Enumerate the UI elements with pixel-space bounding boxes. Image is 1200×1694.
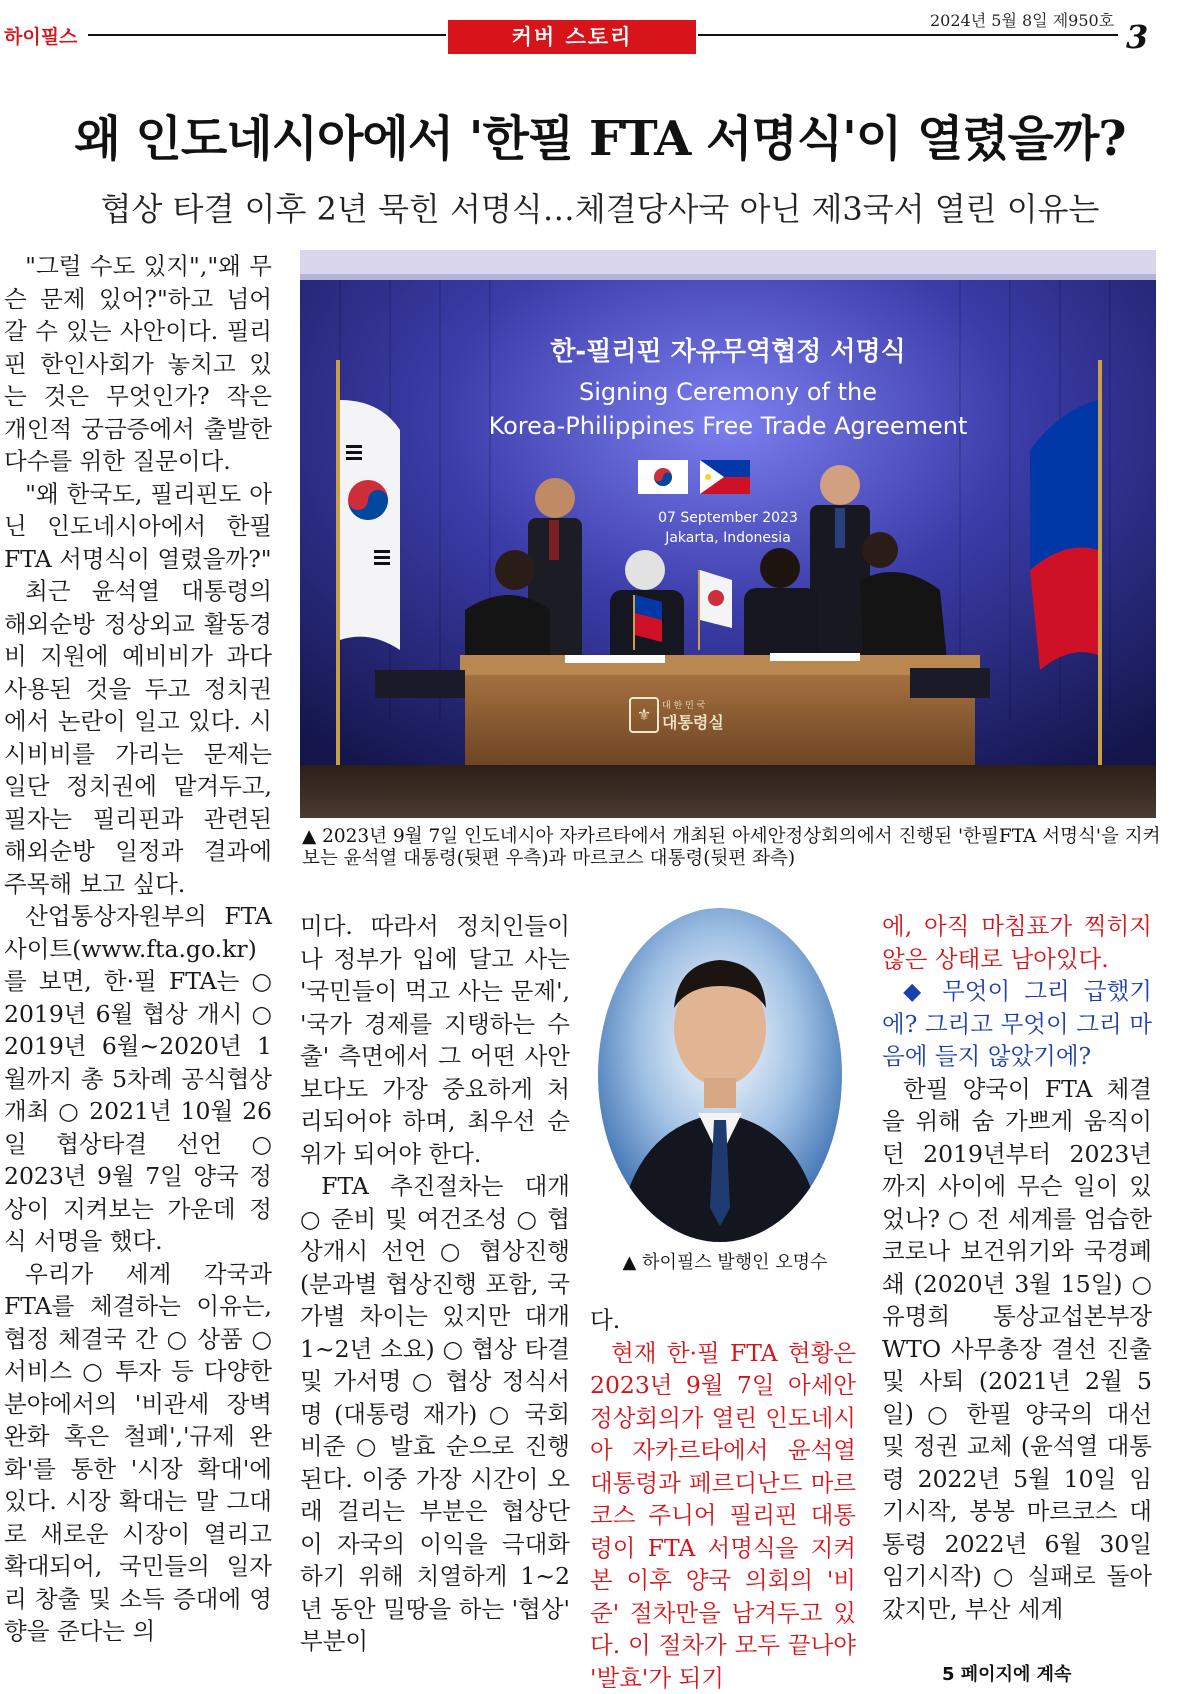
svg-text:대 한 민 국: 대 한 민 국 bbox=[662, 701, 706, 711]
article-column-3 bbox=[590, 1304, 856, 1694]
subheading-paragraph: ◆ 무엇이 그리 급했기에? 그리고 무엇이 그리 마음에 들지 않았기에? bbox=[882, 977, 1152, 1070]
paragraph: 한필 양국이 FTA 체결을 위해 숨 가쁘게 움직이던 2019년부터 2023년까지 사이에 무슨 일이 있었나? ○ 전 세계를 엄습한 코로나 보건위기와 국경폐쇄 (2020년 3월 15일) ○ 유명희 통상교섭본부장 WTO 사무총장 결선 진출 및 사퇴 (2021년 2월 5일) ○ 한필 양국의 대선 및 정권 교체 (윤석열 대통령 2022년 5월 10일 임기시작, 봉봉 마르코스 대통령 2022년 6월 30일 임기시작) ○ 실패로 돌아갔지만, 부산 세계 bbox=[882, 1074, 1152, 1623]
headline: 왜 인도네시아에서 '한필 FTA 서명식'이 열렸을까? bbox=[74, 111, 1126, 167]
article-column-4 bbox=[882, 910, 1152, 1625]
article-column-1 bbox=[4, 250, 272, 1648]
section-tab: 커버 스토리 bbox=[448, 20, 696, 54]
banner-date: 07 September 2023 bbox=[658, 510, 798, 526]
banner-english-line1: Signing Ceremony of the bbox=[579, 378, 877, 406]
philippine-flag-large-icon bbox=[1030, 400, 1098, 670]
header-rule-left bbox=[88, 34, 446, 36]
korean-flag-large-icon bbox=[340, 400, 400, 650]
paragraph: 미다. 따라서 정치인들이나 정부가 입에 달고 사는 '국민들이 먹고 사는 문제', '국가 경제를 지탱하는 수출' 측면에서 그 어떤 사안보다도 가장 중요하게 처리되어야 하며, 최우선 순위가 되어야 한다. bbox=[300, 912, 570, 1168]
highlight-paragraph: 현재 한·필 FTA 현황은 2023년 9월 7일 아세안 정상회의가 열린 인도네시아 자카르타에서 윤석열 대통령과 페르디난드 마르코스 주니어 필리핀 대통령이 FTA 서명식을 지켜 본 이후 양국 의회의 '비준' 절차만을 남겨두고 있다. 이 절차가 모두 끝나야 '발효'가 되기 bbox=[590, 1338, 856, 1692]
subheadline: 협상 타결 이후 2년 묵힌 서명식…체결당사국 아닌 제3국서 열린 이유는 bbox=[100, 190, 1100, 228]
svg-text:대통령실: 대통령실 bbox=[662, 713, 724, 732]
signing-ceremony-photo bbox=[300, 250, 1156, 818]
highlight-paragraph: 에, 아직 마침표가 찍히지 않은 상태로 남아있다. bbox=[882, 912, 1152, 973]
paragraph: "왜 한국도, 필리핀도 아닌 인도네시아에서 한필 FTA 서명식이 열렸을까?" bbox=[4, 479, 272, 573]
banner-english-line2: Korea-Philippines Free Trade Agreement bbox=[488, 412, 968, 440]
banner-korean-title: 한-필리핀 자유무역협정 서명식 bbox=[550, 337, 906, 367]
publisher-portrait bbox=[598, 908, 842, 1242]
article-column-2 bbox=[300, 910, 570, 1658]
banner-place: Jakarta, Indonesia bbox=[665, 530, 791, 546]
paragraph: 최근 윤석열 대통령의 해외순방 정상외교 활동경비 지원에 예비비가 과다 사용된 것을 두고 정치권에서 논란이 일고 있다. 시시비비를 가리는 문제는 일단 정치권에 맡겨두고, 필자는 필리핀과 관련된 해외순방 일정과 결과에 주목해 보고 싶다. bbox=[4, 577, 272, 898]
paragraph: "그럴 수도 있지","왜 무슨 문제 있어?"하고 넘어갈 수 있는 사안이다. 필리핀 한인사회가 놓치고 있는 것은 무엇인가? 작은 개인적 궁금증에서 출발한 다수를 위한 질문이다. bbox=[4, 252, 272, 475]
portrait-caption: ▲ 하이필스 발행인 오명수 bbox=[622, 1252, 828, 1273]
photo-caption: ▲ 2023년 9월 7일 인도네시아 자카르타에서 개최된 아세안정상회의에서 진행된 '한필FTA 서명식'을 지켜보는 윤석열 대통령(뒷편 우측)과 마르코스 대통령(뒷편 좌측) bbox=[302, 826, 1161, 869]
svg-text:⚜: ⚜ bbox=[636, 705, 652, 724]
issue-dateline: 2024년 5월 8일 제950호 bbox=[930, 11, 1115, 30]
paragraph: 다. bbox=[590, 1306, 621, 1334]
paragraph: 우리가 세계 각국과 FTA를 체결하는 이유는, 협정 체결국 간 ○ 상품 ○ 서비스 ○ 투자 등 다양한 분야에서의 '비관세 장벽 완화 혹은 철폐','규제 완화'를 통한 '시장 확대'에 있다. 시장 확대는 말 그대로 새로운 시장이 열리고 확대되어, 국민들의 일자리 창출 및 소득 증대에 영향을 준다는 의 bbox=[4, 1259, 272, 1645]
brand-logo: 하이필스 bbox=[4, 26, 78, 48]
continued-notice: 5 페이지에 계속 bbox=[942, 1664, 1072, 1685]
philippine-flag-icon bbox=[700, 460, 750, 494]
paragraph: 산업통상자원부의 FTA 사이트(www.fta.go.kr)를 보면, 한·필 FTA는 ○ 2019년 6월 협상 개시 ○ 2019년 6월~2020년 1월까지 총 5차례 공식협상 개최 ○ 2021년 10월 26일 협상타결 선언 ○ 2023년 9월 7일 양국 정상이 지켜보는 가운데 정식 서명을 했다. bbox=[4, 902, 272, 1255]
korean-flag-icon bbox=[638, 460, 688, 494]
paragraph: FTA 추진절차는 대개 ○ 준비 및 여건조성 ○ 협상개시 선언 ○ 협상진행 (분과별 협상진행 포함, 국가별 차이는 있지만 대개 1~2년 소요) ○ 협상 타결 및 가서명 ○ 협상 정식서명 (대통령 재가) ○ 국회 비준 ○ 발효 순으로 진행된다. 이중 가장 시간이 오래 걸리는 부분은 협상단이 자국의 이익을 극대화하기 위해 치열하게 1~2년 동안 밀땅을 하는 '협상' 부분이 bbox=[300, 1172, 570, 1655]
header-rule-right bbox=[698, 34, 1118, 36]
page-number: 3 bbox=[1126, 18, 1149, 56]
